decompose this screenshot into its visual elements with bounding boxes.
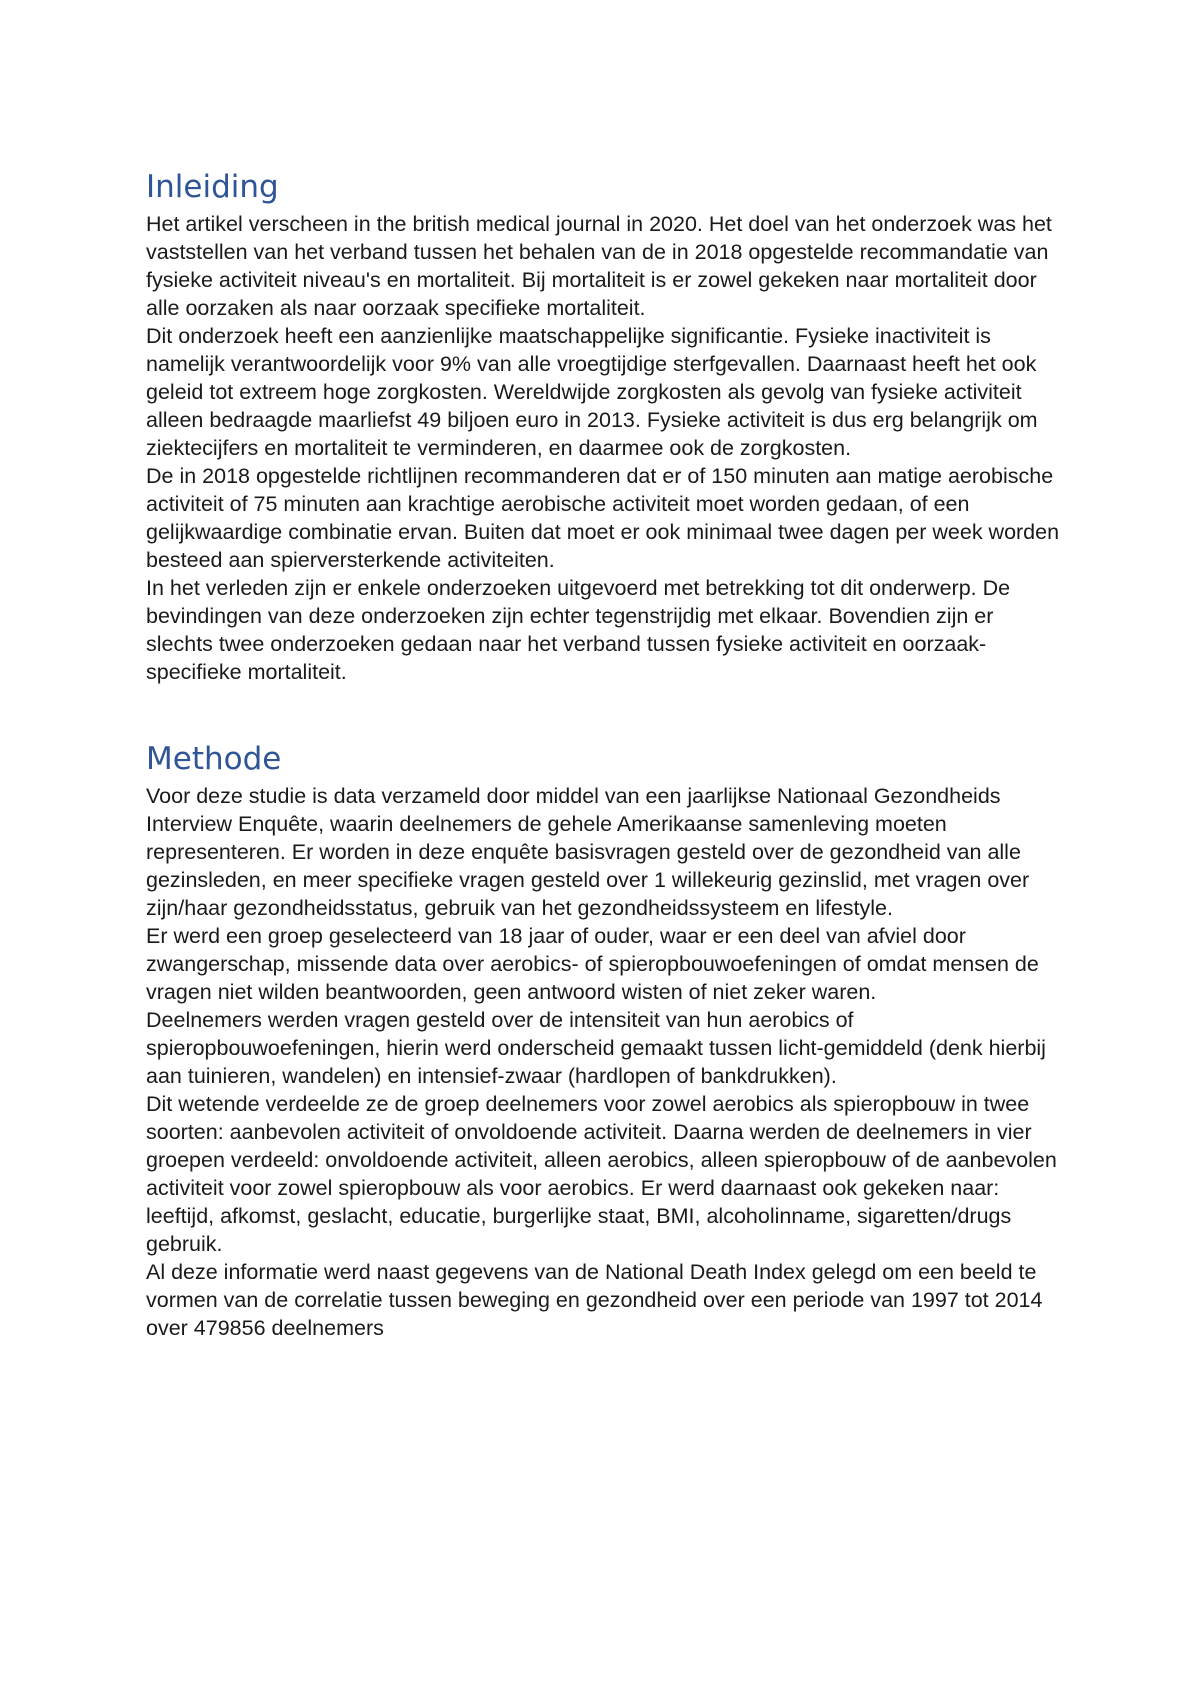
section-inleiding bbox=[146, 166, 1066, 686]
document-page bbox=[146, 166, 1066, 1342]
paragraph: Voor deze studie is data verzameld door middel van een jaarlijkse Nationaal Gezondheids Interview Enquête, waarin deelnemers de gehele Amerikaanse samenleving moeten representeren. Er worden in deze enquête basisvragen gesteld over de gezondheid van alle gezinsleden, en meer specifieke vragen gesteld over 1 willekeurig gezinslid, met vragen over zijn/haar gezondheidsstatus, gebruik van het gezondheidssysteem en lifestyle. bbox=[146, 784, 1030, 920]
paragraph: Dit wetende verdeelde ze de groep deelnemers voor zowel aerobics als spieropbouw in twee soorten: aanbevolen activiteit of onvoldoende activiteit. Daarna werden de deelnemers in vier groepen verdeeld: onvoldoende activiteit, alleen aerobics, alleen spieropbouw of de aanbevolen activiteit voor zowel spieropbouw als voor aerobics. Er werd daarnaast ook gekeken naar: leeftijd, afkomst, geslacht, educatie, burgerlijke staat, BMI, alcoholinname, sigaretten/drugs gebruik. bbox=[146, 1092, 1057, 1256]
heading-inleiding: Inleiding bbox=[146, 169, 279, 205]
paragraph: Al deze informatie werd naast gegevens van de National Death Index gelegd om een beeld te vormen van de correlatie tussen beweging en gezondheid over een periode van 1997 tot 2014 over 479856 deelnemers bbox=[146, 1260, 1043, 1340]
paragraph: Dit onderzoek heeft een aanzienlijke maatschappelijke significantie. Fysieke inactiviteit is namelijk verantwoordelijk voor 9% van alle vroegtijdige sterfgevallen. Daarnaast heeft het ook geleid tot extreem hoge zorgkosten. Wereldwijde zorgkosten als gevolg van fysieke activiteit alleen bedraagde maarliefst 49 biljoen euro in 2013. Fysieke activiteit is dus erg belangrijk om ziektecijfers en mortaliteit te verminderen, en daarmee ook de zorgkosten. bbox=[146, 324, 1038, 460]
heading-methode: Methode bbox=[146, 741, 282, 777]
paragraph: Er werd een groep geselecteerd van 18 jaar of ouder, waar er een deel van afviel door zwangerschap, missende data over aerobics- of spieropbouwoefeningen of omdat mensen de vragen niet wilden beantwoorden, geen antwoord wisten of niet zeker waren. bbox=[146, 924, 1039, 1004]
section-methode bbox=[146, 738, 1066, 1342]
paragraph: Het artikel verscheen in the british medical journal in 2020. Het doel van het onderzoek was het vaststellen van het verband tussen het behalen van de in 2018 opgestelde recommandatie van fysieke activiteit niveau's en mortaliteit. Bij mortaliteit is er zowel gekeken naar mortaliteit door alle oorzaken als naar oorzaak specifieke mortaliteit. bbox=[146, 212, 1052, 320]
paragraph: In het verleden zijn er enkele onderzoeken uitgevoerd met betrekking tot dit onderwerp. De bevindingen van deze onderzoeken zijn echter tegenstrijdig met elkaar. Bovendien zijn er slechts twee onderzoeken gedaan naar het verband tussen fysieke activiteit en oorzaak-specifieke mortaliteit. bbox=[146, 576, 1011, 684]
paragraph: De in 2018 opgestelde richtlijnen recommanderen dat er of 150 minuten aan matige aerobische activiteit of 75 minuten aan krachtige aerobische activiteit moet worden gedaan, of een gelijkwaardige combinatie ervan. Buiten dat moet er ook minimaal twee dagen per week worden besteed aan spierversterkende activiteiten. bbox=[146, 464, 1060, 572]
paragraph: Deelnemers werden vragen gesteld over de intensiteit van hun aerobics of spieropbouwoefeningen, hierin werd onderscheid gemaakt tussen licht-gemiddeld (denk hierbij aan tuinieren, wandelen) en intensief-zwaar (hardlopen of bankdrukken). bbox=[146, 1008, 1046, 1088]
